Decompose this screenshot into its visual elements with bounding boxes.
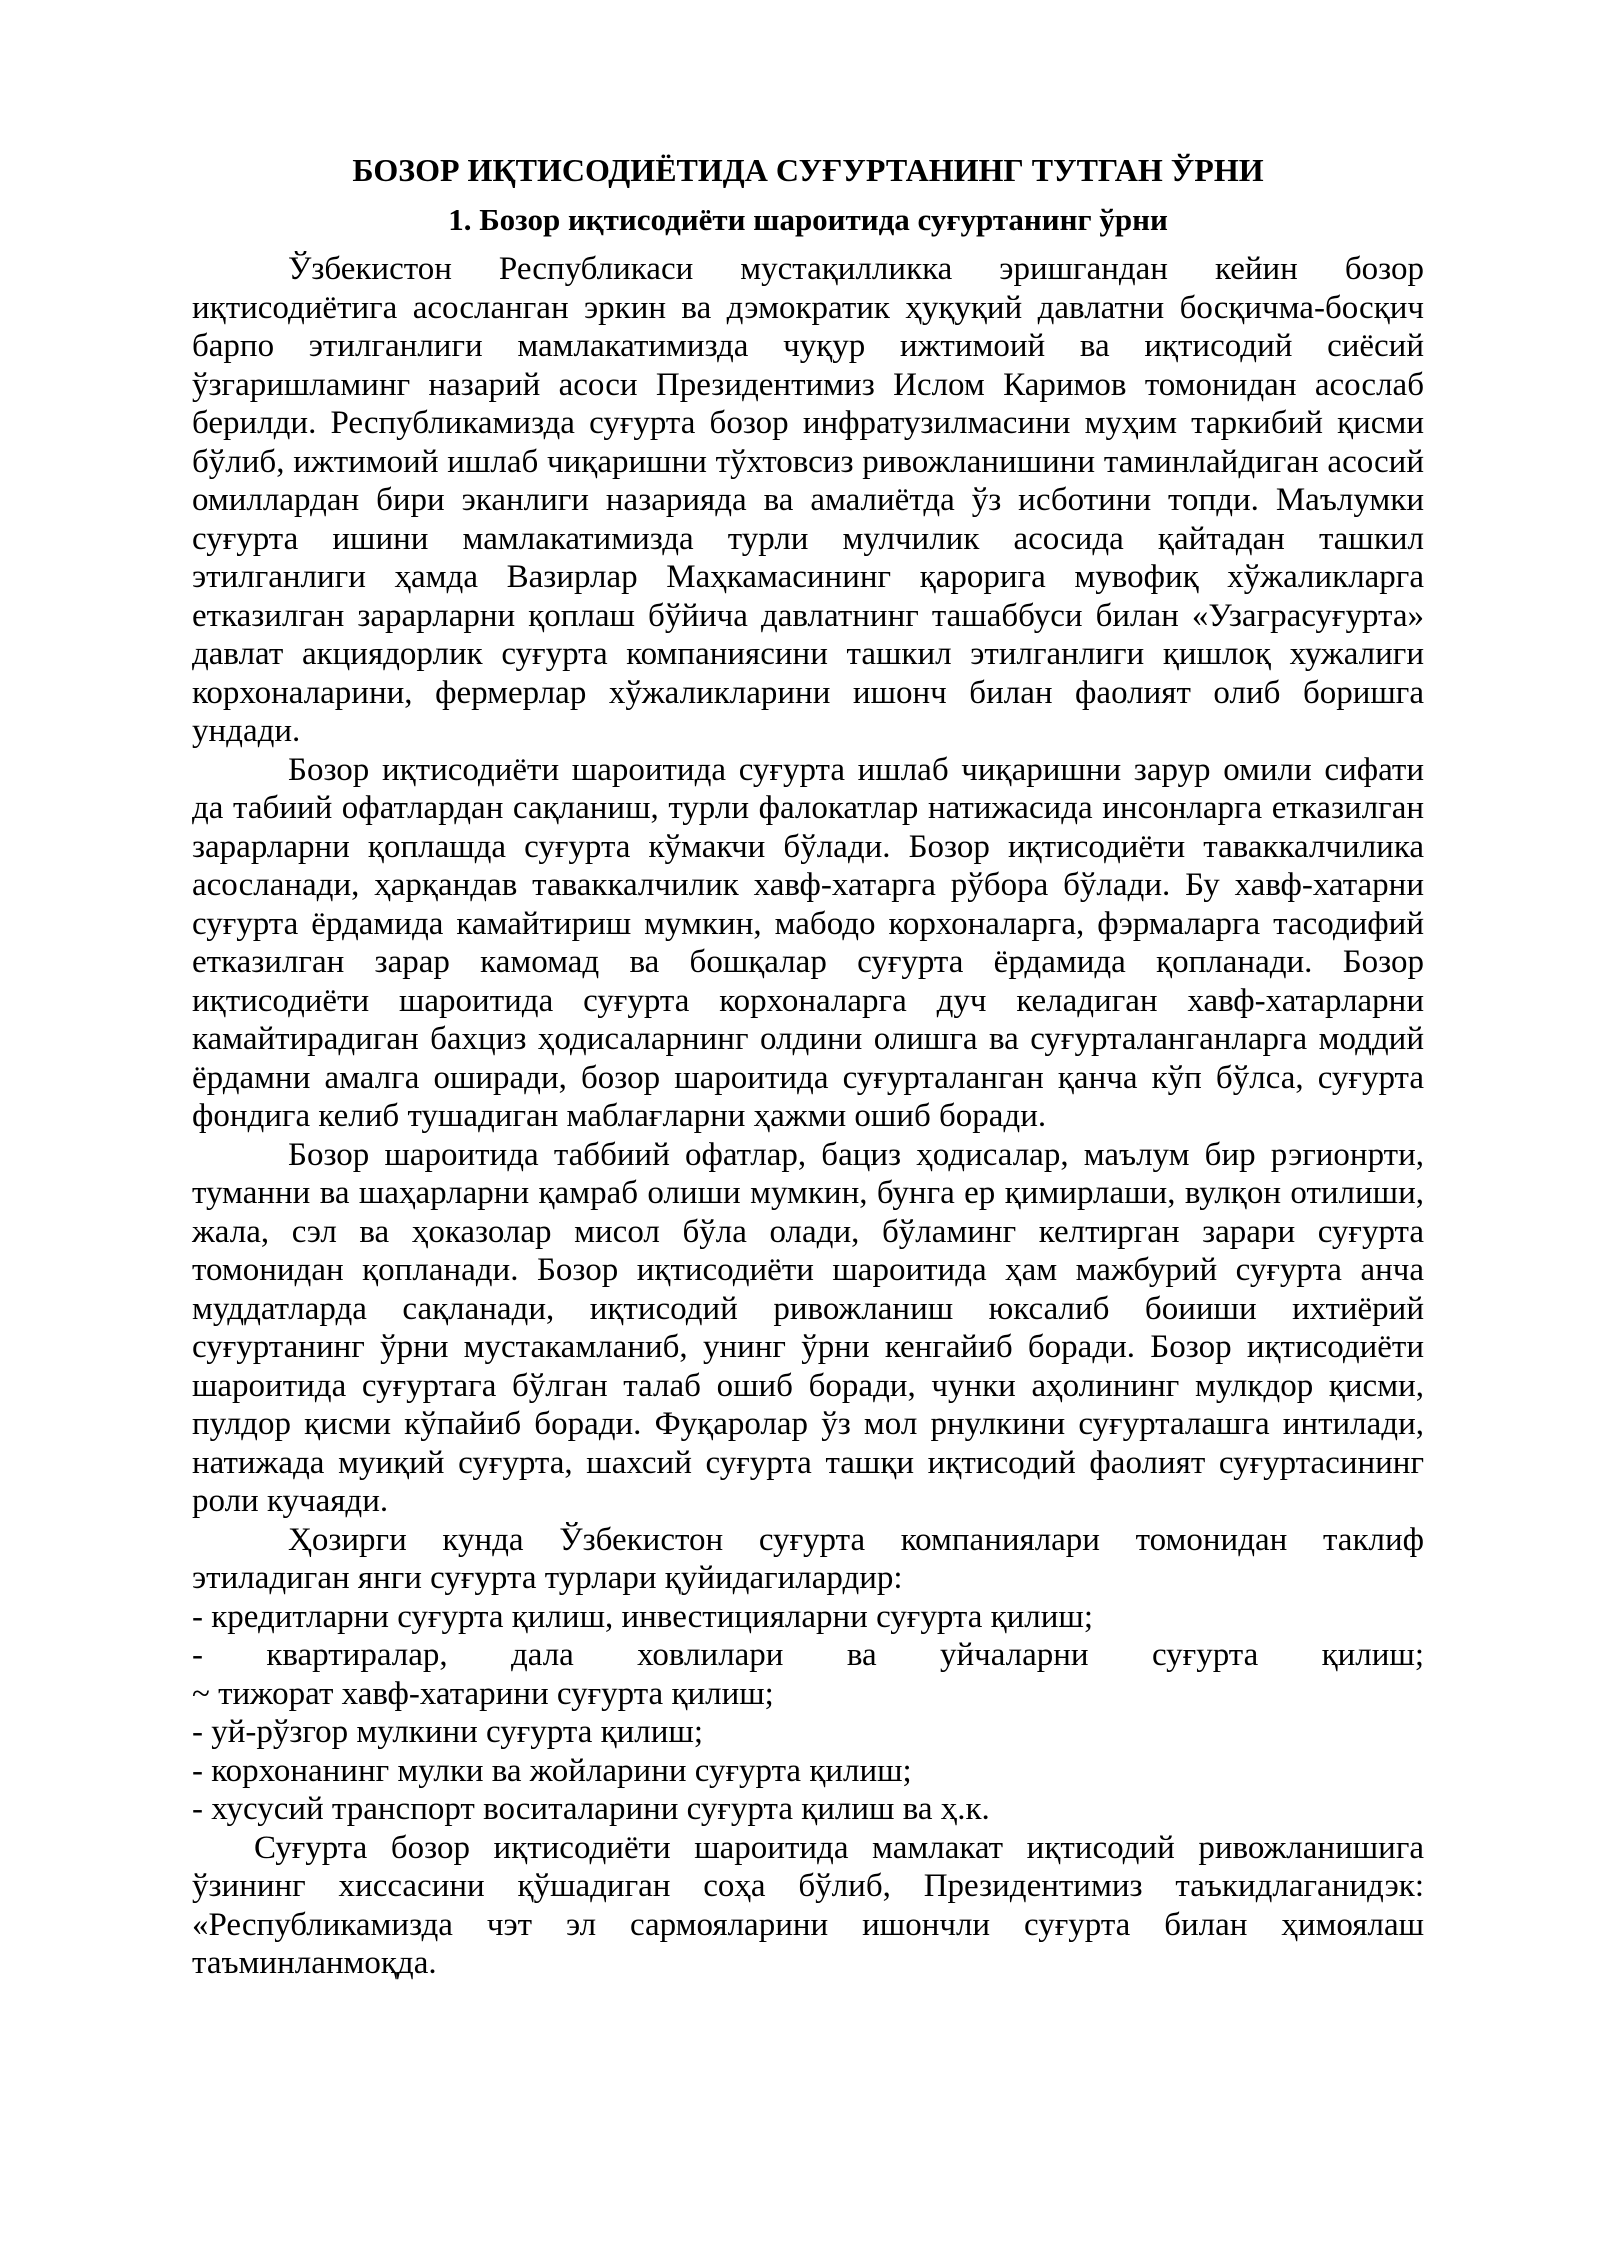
insurance-types-list xyxy=(192,1598,1424,1829)
section-heading: 1. Бозор иқтисодиёти шароитида суғуртанинг ўрни xyxy=(448,202,1168,237)
list-item: ~ тижорат хавф-хатарини суғурта қилиш; xyxy=(192,1675,774,1712)
list-item: - уй-рўзгор мулкини суғурта қилиш; xyxy=(192,1714,703,1750)
paragraph-closing: Суғурта бозор иқтисодиёти шароитида мамлакат иқтисодий ривожланишига ўзининг хиссасини қўшадиган соҳа бўлиб, Президентимиз таъкидлаганидэк: «Республикамизда чэт эл сармояларини ишончли суғурта билан ҳимоялаш таъминланмоқда. xyxy=(192,1829,1424,1981)
list-item: - квартиралар, дала ховлилари ва уйчаларни суғурта қилиш; xyxy=(192,1637,1424,1673)
document-page xyxy=(192,150,1424,1983)
list-item: - корхонанинг мулки ва жойларини суғурта қилиш; xyxy=(192,1752,912,1789)
paragraph-natural-disasters: Бозор шароитида таббиий офатлар, бациз ҳодисалар, маълум бир рэгионрти, туманни ва шаҳарларни қамраб олиши мумкин, бунга ер қимирлаши, вулқон отилиши, жала, сэл ва ҳоказолар мисол бўла олади, бўламинг келтирган зарари суғурта томонидан қопланади. Бозор иқтисодиёти шароитида ҳам мажбурий суғурта анча муддатларда сақланади, иқтисодий ривожланиш юксалиб боииши ихтиёрий суғуртанинг ўрни мустакамланиб, унинг ўрни кенгайиб боради. Бозор иқтисодиёти шароитида суғуртага бўлган талаб ошиб боради, чунки аҳолининг мулкдор қисми, пулдор қисми кўпайиб боради. Фуқаролар ўз мол рнулкини суғурталашга интилади, натижада муиқий суғурта, шахсий суғурта ташқи иқтисодий фаолият суғуртасининг роли кучаяди. xyxy=(192,1136,1424,1519)
paragraph-new-insurance-types: Ҳозирги кунда Ўзбекистон суғурта компаниялари томонидан таклиф этиладиган янги суғурта турлари қуйидагилардир: xyxy=(192,1521,1424,1596)
document-title: БОЗОР ИҚТИСОДИЁТИДА СУҒУРТАНИНГ ТУТГАН ЎРНИ xyxy=(352,152,1264,188)
paragraph-insurance-role: Бозор иқтисодиёти шароитида суғурта ишлаб чиқаришни зарур омили сифати да табиий офатлардан сақланиш, турли фалокатлар натижасида инсонларга етказилган зарарларни қоплашда суғурта кўмакчи бўлади. Бозор иқтисодиёти таваккалчилика асосланади, ҳарқандав таваккалчилик хавф-хатарга рўбора бўлади. Бу хавф-хатарни суғурта ёрдамида камайтириш мумкин, мабодо корхоналарга, фэрмаларга тасодифий етказилган зарар камомад ва бошқалар суғурта ёрдамида қопланади. Бозор иқтисодиёти шароитида суғурта корхоналарга дуч келадиган хавф-хатарларни камайтирадиган бахциз ҳодисаларнинг олдини олишга ва суғурталанганларга моддий ёрдамни амалга оширади, бозор шароитида суғурталанган қанча кўп бўлса, суғурта фондига келиб тушадиган маблағларни ҳажми ошиб боради. xyxy=(192,751,1424,1134)
list-item: - хусусий транспорт воситаларини суғурта қилиш ва ҳ.к. xyxy=(192,1791,990,1827)
list-item: - кредитларни суғурта қилиш, инвестицияларни суғурта қилиш; xyxy=(192,1598,1094,1635)
paragraph-intro: Ўзбекистон Республикаси мустақилликка эришгандан кейин бозор иқтисодиётига асосланган эркин ва дэмократик ҳуқуқий давлатни босқичма-босқич барпо этилганлиги мамлакатимизда чуқур ижтимоий ва иқтисодий сиёсий ўзгаришламинг назарий асоси Президентимиз Ислом Каримов томонидан асослаб берилди. Республикамизда суғурта бозор инфратузилмасини муҳим таркибий қисми бўлиб, ижтимоий ишлаб чиқаришни тўхтовсиз ривожланишини таминлайдиган асосий омиллардан бири эканлиги назарияда ва амалиётда ўз исботини топди. Маълумки суғурта ишини мамлакатимизда турли мулчилик асосида қайтадан ташкил этилганлиги ҳамда Вазирлар Маҳкамасининг қарорига мувофиқ хўжаликларга етказилган зарарларни қоплаш бўйича давлатнинг ташаббуси билан «Узагрaсуғурта» давлат акциядорлик суғурта компаниясини ташкил этилганлиги қишлоқ хужалиги корхоналарини, фермерлар хўжаликларини ишонч билан фаолият олиб боришга ундади. xyxy=(192,251,1424,749)
